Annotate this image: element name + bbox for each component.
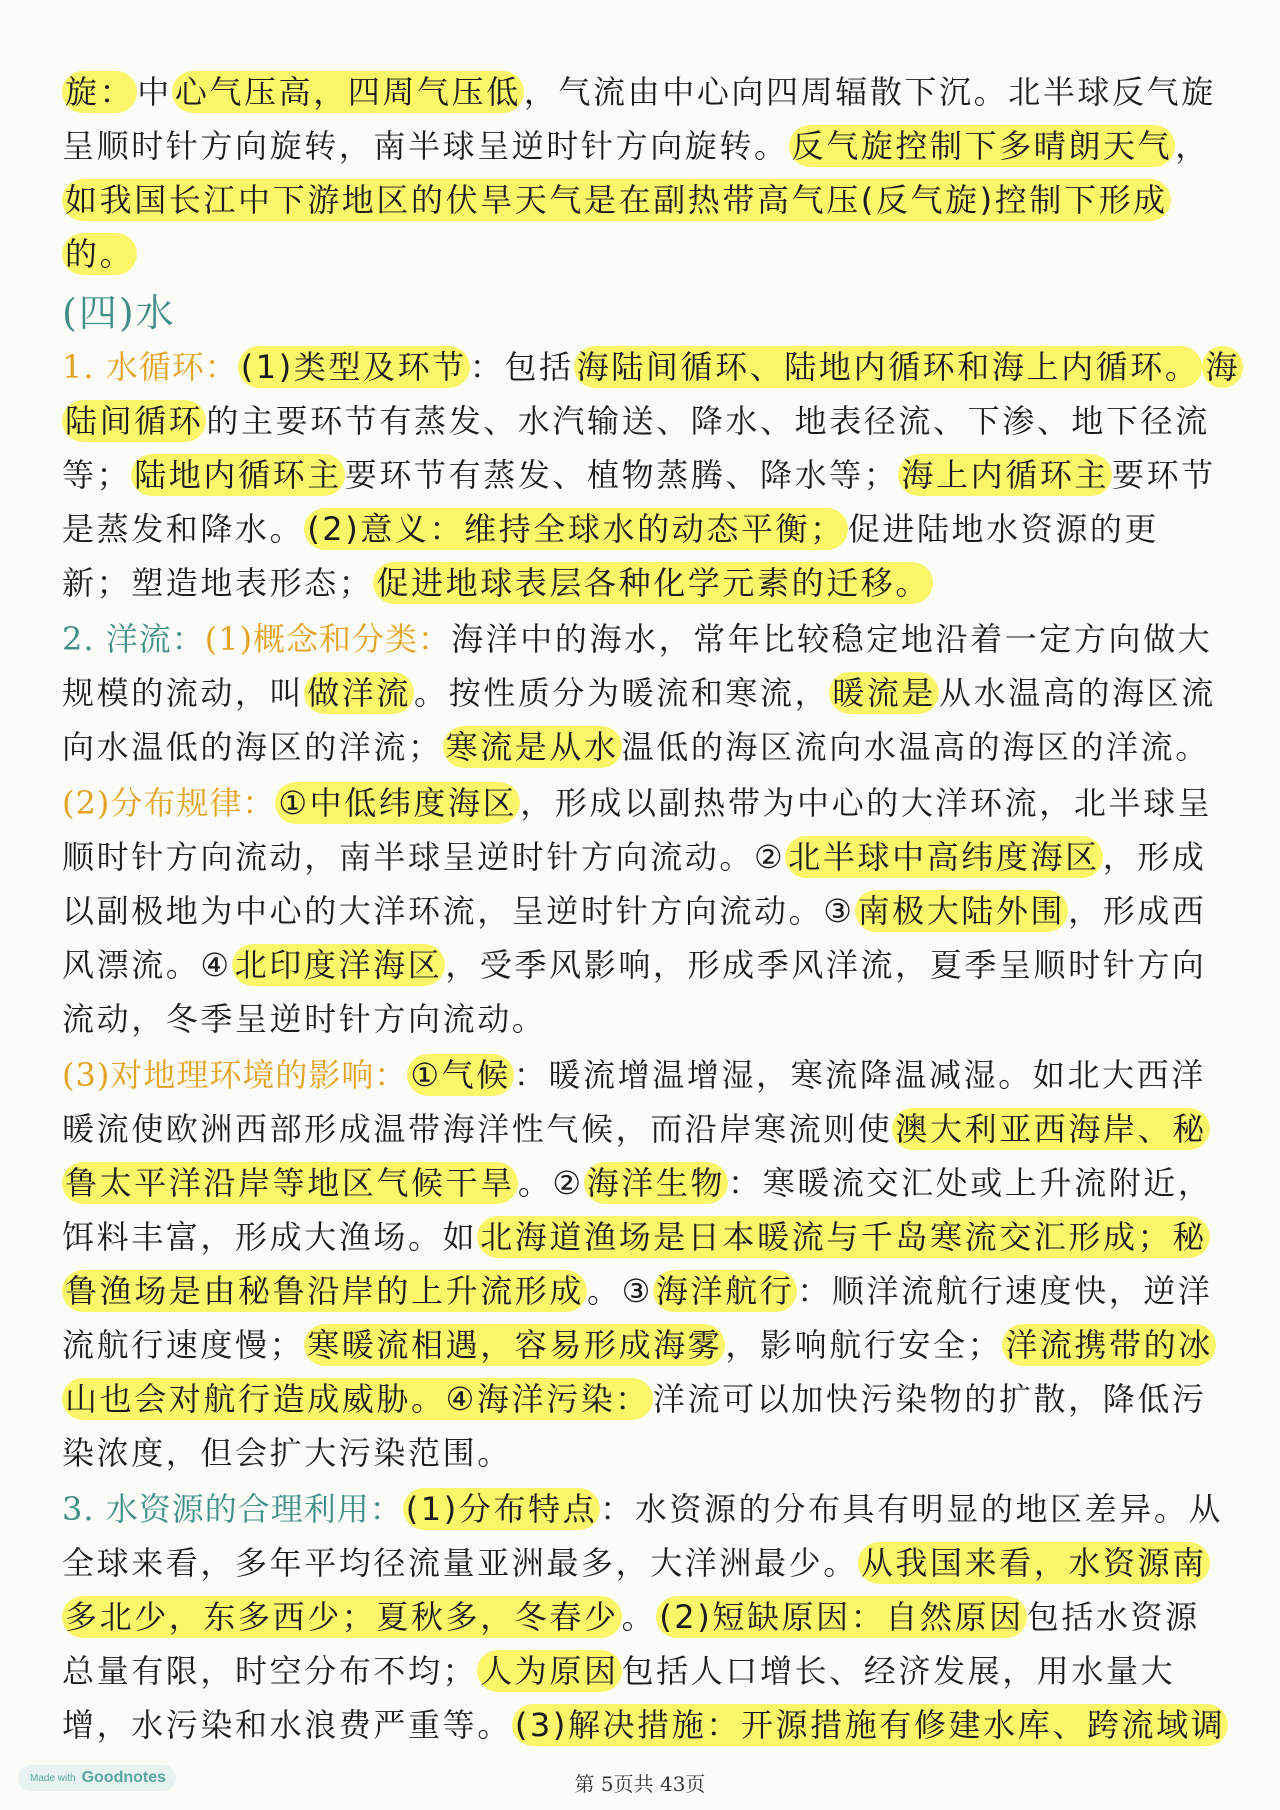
highlighted-text: 陆地内循环主 [131,454,345,496]
body-text: ，形成以副热带为中心的大洋环流，北半球呈 [520,784,1213,822]
text-line [62,1210,1220,1264]
text-line [62,1318,1220,1372]
highlighted-text: 从我国来看，水资源南 [858,1542,1210,1584]
body-text: 饵料丰富，形成大渔场。如 [62,1218,478,1256]
highlighted-text: 海洋生物 [584,1162,728,1204]
text-line [62,666,1220,720]
body-text: 染浓度，但会扩大污染范围。 [62,1434,512,1472]
text-line [62,1536,1220,1590]
body-text: 包括人口增长、经济发展，用水量大 [621,1652,1176,1690]
body-text: 要环节 [1112,456,1216,494]
highlighted-text: 海 [1202,346,1243,388]
body-text: 风漂流。④ [62,946,232,984]
highlighted-text: 多北少，东多西少；夏秋多，冬春少 [62,1596,622,1638]
body-text: 增，水污染和水浪费严重等。 [62,1706,512,1744]
highlighted-text: 心气压高，四周气压低 [172,71,524,113]
body-text: 。② [517,1164,584,1202]
text-line [62,65,1220,119]
highlighted-text: 海洋航行 [653,1270,797,1312]
highlighted-text: 陆间循环 [62,400,206,442]
body-text: ：寒暖流交汇处或上升流附近， [728,1164,1213,1202]
highlighted-text: (2)意义：维持全球水的动态平衡； [304,508,848,550]
text-line [62,992,1220,1046]
body-text: 包括水资源 [1026,1598,1200,1636]
body-text: 温低的海区流向水温高的海区的洋流。 [621,728,1210,766]
body-text: 以副极地为中心的大洋环流，呈逆时针方向流动。③ [62,892,855,930]
body-text: 。按性质分为暖流和寒流， [414,674,830,712]
body-text: 流航行速度慢； [62,1326,305,1364]
body-text: 总量有限，时空分布不均； [62,1652,478,1690]
body-text: 要环节有蒸发、植物蒸腾、降水等； [344,456,899,494]
heading-text: (1)概念和分类： [204,620,452,658]
highlighted-text: (1)分布特点 [403,1488,601,1530]
text-line [62,119,1220,173]
body-text: 全球来看，多年平均径流量亚洲最多，大洋洲最少。 [62,1544,858,1582]
goodnotes-badge[interactable] [18,1765,176,1791]
body-text: 是蒸发和降水。 [62,510,305,548]
text-line [62,1482,1224,1536]
text-line [62,1590,1220,1644]
highlighted-text: 促进地球表层各种化学元素的迁移。 [373,562,933,604]
highlighted-text: 的。 [62,233,137,275]
highlighted-text: (3)解决措施：开源措施有修建水库、跨流域调 [512,1704,1229,1746]
highlighted-text: 旋： [62,71,137,113]
text-line [62,448,1220,502]
heading-text: 3. 水资源的合理利用： [62,1490,403,1528]
heading-text: (2)分布规律： [62,784,276,822]
badge-made-with: Made with [30,1772,76,1784]
text-line [62,776,1220,830]
highlighted-text: 北海道渔场是日本暖流与千岛寒流交汇形成；秘 [477,1216,1210,1258]
text-line [62,720,1220,774]
body-text: 顺时针方向流动，南半球呈逆时针方向流动。② [62,838,786,876]
body-text: 。 [621,1598,657,1636]
body-text: 促进陆地水资源的更 [847,510,1160,548]
highlighted-text: 澳大利亚西海岸、秘 [892,1108,1209,1150]
body-text: ：水资源的分布具有明显的地区差异。从 [600,1490,1224,1528]
body-text: 规模的流动，叫 [62,674,305,712]
highlighted-text: 鲁太平洋沿岸等地区气候干旱 [62,1162,518,1204]
highlighted-text: 山也会对航行造成威胁。④海洋污染： [62,1378,653,1420]
text-line [62,1644,1220,1698]
text-line [62,502,1220,556]
body-text: ，形成西 [1068,892,1207,930]
body-text: ：顺洋流航行速度快，逆洋 [797,1272,1213,1310]
highlighted-text: (1)类型及环节 [238,346,470,388]
page-number: 第 5页共 43页 [574,1772,706,1796]
text-line [62,1264,1220,1318]
highlighted-text: 北印度洋海区 [232,944,446,986]
text-line [62,340,1241,394]
body-text: 海洋中的海水，常年比较稳定地沿着一定方向做大 [451,620,1213,658]
highlighted-text: 人为原因 [477,1650,621,1692]
text-line [62,227,1220,281]
section-title [62,286,1220,340]
heading-text: 2. 洋流： [62,620,205,658]
highlighted-text: 寒暖流相遇，容易形成海雾 [304,1324,725,1366]
highlighted-text: 如我国长江中下游地区的伏旱天气是在副热带高气压(反气旋)控制下形成 [62,179,1171,221]
body-text: 新；塑造地表形态； [62,564,374,602]
body-text: ，受季风影响，形成季风洋流，夏季呈顺时针方向 [445,946,1207,984]
text-line [62,556,1220,610]
text-line [62,1156,1220,1210]
body-text: 呈顺时针方向旋转，南半球呈逆时针方向旋转。 [62,127,789,165]
body-text: 洋流可以加快污染物的扩散，降低污 [652,1380,1207,1418]
body-text: ：暖流增温增湿，寒流降温减湿。如北大西洋 [513,1056,1206,1094]
highlighted-text: 反气旋控制下多晴朗天气 [789,125,1176,167]
body-text: 中 [137,73,172,111]
text-line [62,1698,1226,1752]
highlighted-text: 海陆间循环、陆地内循环和海上内循环。 [574,346,1203,388]
body-text: ，影响航行安全； [725,1326,1003,1364]
body-text: ， [1175,127,1210,165]
body-text: 流动，冬季呈逆时针方向流动。 [62,1000,547,1038]
body-text: 的主要环节有蒸发、水汽输送、降水、地表径流、下渗、地下径流 [206,402,1210,440]
text-line [62,1372,1220,1426]
heading-text: 1. 水循环： [62,348,238,386]
highlighted-text: ①中低纬度海区 [275,782,520,824]
text-line [62,938,1220,992]
body-text: ，气流由中心向四周辐散下沉。北半球反气旋 [523,73,1216,111]
highlighted-text: 北半球中高纬度海区 [785,836,1102,878]
highlighted-text: 暖流是 [829,672,939,714]
body-text: 从水温高的海区流 [939,674,1216,712]
highlighted-text: 洋流携带的冰 [1002,1324,1216,1366]
text-line [62,1048,1220,1102]
text-line [62,1426,1220,1480]
body-text: ，形成 [1102,838,1207,876]
body-text: 。③ [587,1272,653,1310]
body-text: 向水温低的海区的洋流； [62,728,443,766]
badge-brand: Goodnotes [81,1769,167,1786]
highlighted-text: ①气候 [407,1054,514,1096]
text-line [62,394,1220,448]
highlighted-text: (2)短缺原因：自然原因 [656,1596,1027,1638]
text-line [62,173,1220,227]
highlighted-text: 寒流是从水 [443,726,622,768]
text-line [62,612,1220,666]
highlighted-text: 南极大陆外围 [855,890,1069,932]
text-line [62,884,1220,938]
body-text: 等； [62,456,132,494]
text-line [62,1102,1220,1156]
body-text: ：包括 [469,348,574,386]
heading-text: (3)对地理环境的影响： [62,1056,408,1094]
body-text: (四)水 [62,291,176,335]
text-line [62,830,1220,884]
body-text: 暖流使欧洲西部形成温带海洋性气候，而沿岸寒流则使 [62,1110,893,1148]
highlighted-text: 海上内循环主 [898,454,1112,496]
highlighted-text: 做洋流 [304,672,414,714]
highlighted-text: 鲁渔场是由秘鲁沿岸的上升流形成 [62,1270,587,1312]
